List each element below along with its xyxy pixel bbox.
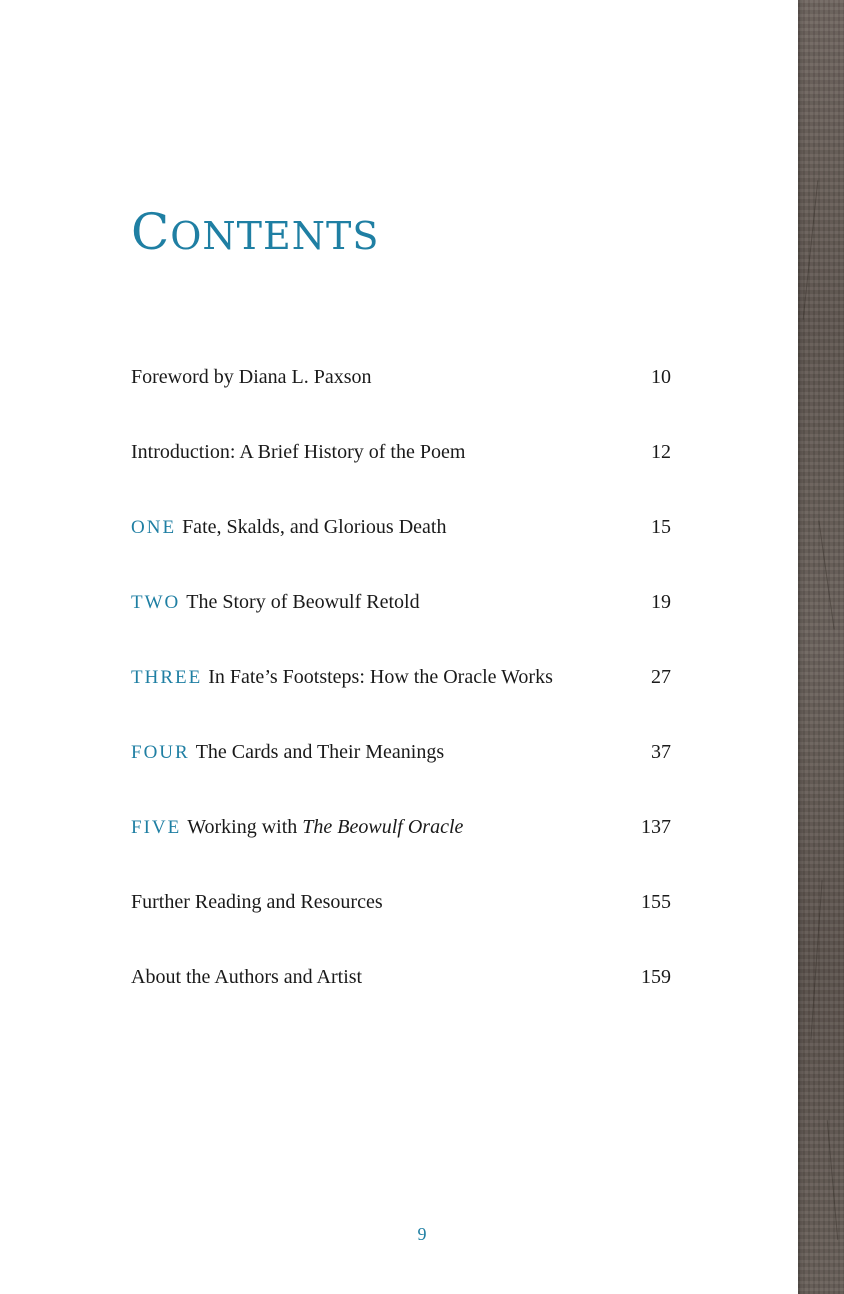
toc-entry-introduction bbox=[131, 437, 671, 512]
toc-entry-foreword bbox=[131, 362, 671, 437]
chapter-number: TWO bbox=[131, 592, 181, 613]
toc-entry-text-prefix: Working with bbox=[187, 816, 303, 838]
chapter-number: FIVE bbox=[131, 817, 182, 838]
toc-entry-chapter-four bbox=[131, 737, 671, 812]
toc-entry-page: 27 bbox=[651, 666, 671, 688]
toc-entry-page: 19 bbox=[651, 591, 671, 613]
toc-entry-further-reading bbox=[131, 887, 671, 962]
title-rest: ONTENTS bbox=[170, 214, 380, 258]
spine-texture bbox=[798, 0, 844, 1294]
toc-entry-text: Further Reading and Resources bbox=[131, 891, 383, 913]
toc-entry-page: 137 bbox=[641, 816, 671, 838]
title-initial: C bbox=[131, 203, 171, 261]
toc-entry-chapter-one bbox=[131, 512, 671, 587]
toc-entry-book-title: The Beowulf Oracle bbox=[302, 816, 464, 838]
toc-entry-page: 37 bbox=[651, 741, 671, 763]
toc-entry-page: 12 bbox=[651, 441, 671, 463]
toc-entry-chapter-three bbox=[131, 662, 671, 737]
chapter-number: ONE bbox=[131, 517, 177, 538]
toc-entry-text: The Story of Beowulf Retold bbox=[186, 591, 420, 613]
toc-entry-chapter-five bbox=[131, 812, 671, 887]
chapter-number: FOUR bbox=[131, 742, 190, 763]
toc-entry-page: 15 bbox=[651, 516, 671, 538]
toc-entry-text: In Fate’s Footsteps: How the Oracle Works bbox=[208, 666, 553, 688]
toc-entry-text: Introduction: A Brief History of the Poem bbox=[131, 441, 466, 463]
toc-entry-text: Foreword by Diana L. Paxson bbox=[131, 366, 372, 388]
table-of-contents bbox=[131, 362, 671, 1037]
toc-entry-chapter-two bbox=[131, 587, 671, 662]
toc-entry-text: The Cards and Their Meanings bbox=[195, 741, 445, 763]
toc-entry-about-authors bbox=[131, 962, 671, 1037]
toc-entry-text: Fate, Skalds, and Glorious Death bbox=[182, 516, 447, 538]
toc-entry-page: 10 bbox=[651, 366, 671, 388]
contents-title bbox=[131, 204, 379, 264]
chapter-number: THREE bbox=[131, 667, 203, 688]
toc-entry-text: About the Authors and Artist bbox=[131, 966, 363, 988]
toc-entry-page: 155 bbox=[641, 891, 671, 913]
toc-entry-page: 159 bbox=[641, 966, 671, 988]
page-number: 9 bbox=[417, 1224, 427, 1244]
